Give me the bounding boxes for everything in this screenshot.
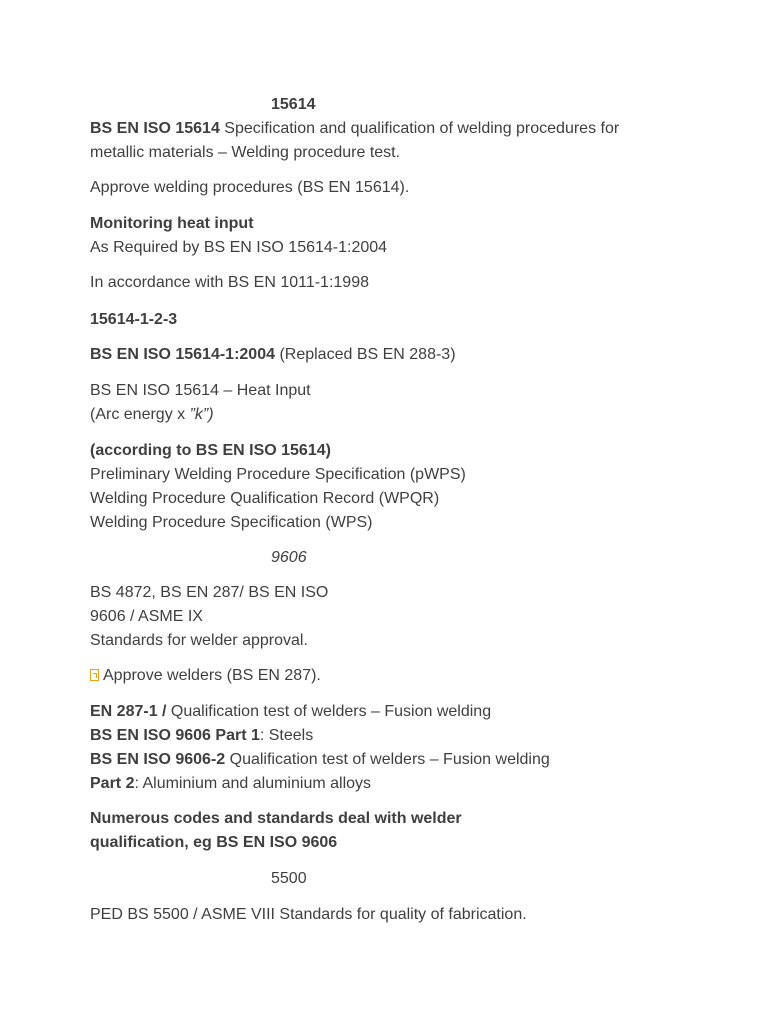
- paragraph-approve-welders: Approve welders (BS EN 287).: [90, 664, 321, 688]
- standard-name: BS EN ISO 15614: [90, 120, 220, 137]
- heading-5500: 5500: [271, 870, 307, 887]
- section-heading: (according to BS EN ISO 15614): [90, 442, 331, 459]
- missing-glyph-icon: [90, 669, 99, 681]
- paragraph-approve-procedures: Approve welding procedures (BS EN 15614).: [90, 179, 410, 196]
- paragraph-qualification-tests: EN 287-1 / Qualification test of welders – Fusion welding BS EN ISO 9606 Part 1: Steels BS EN ISO 9606-2 Qualification test of welders – Fusion welding Part 2: Aluminium and aluminium alloys: [90, 703, 550, 792]
- heading-15614: 15614: [271, 96, 316, 113]
- paragraph-accordance: In accordance with BS EN 1011-1:1998: [90, 274, 369, 291]
- paragraph-welder-approval: BS 4872, BS EN 287/ BS EN ISO 9606 / ASME IX Standards for welder approval.: [90, 584, 329, 649]
- paragraph-monitoring-heat-input: Monitoring heat input As Required by BS EN ISO 15614-1:2004: [90, 212, 387, 260]
- list-item: Welding Procedure Specification (WPS): [90, 514, 373, 531]
- paragraph-15614-spec: BS EN ISO 15614 Specification and qualification of welding procedures for metallic materials – Welding procedure test.: [90, 120, 620, 161]
- heading-9606: 9606: [271, 549, 307, 566]
- list-item: Preliminary Welding Procedure Specification (pWPS): [90, 466, 466, 483]
- section-heading: Monitoring heat input: [90, 215, 254, 232]
- paragraph-heat-input: BS EN ISO 15614 – Heat Input (Arc energy x ”k”): [90, 382, 311, 423]
- paragraph-numerous-codes: Numerous codes and standards deal with welder qualification, eg BS EN ISO 9606: [90, 810, 462, 851]
- paragraph-procedure-documents: [90, 439, 466, 535]
- paragraph-replaced: BS EN ISO 15614-1:2004 (Replaced BS EN 288-3): [90, 346, 456, 363]
- list-item: Welding Procedure Qualification Record (WPQR): [90, 490, 440, 507]
- paragraph-fabrication-standards: PED BS 5500 / ASME VIII Standards for quality of fabrication.: [90, 906, 527, 923]
- heading-15614-1-2-3: 15614-1-2-3: [90, 311, 178, 328]
- standard-name: BS EN ISO 15614-1:2004: [90, 346, 275, 363]
